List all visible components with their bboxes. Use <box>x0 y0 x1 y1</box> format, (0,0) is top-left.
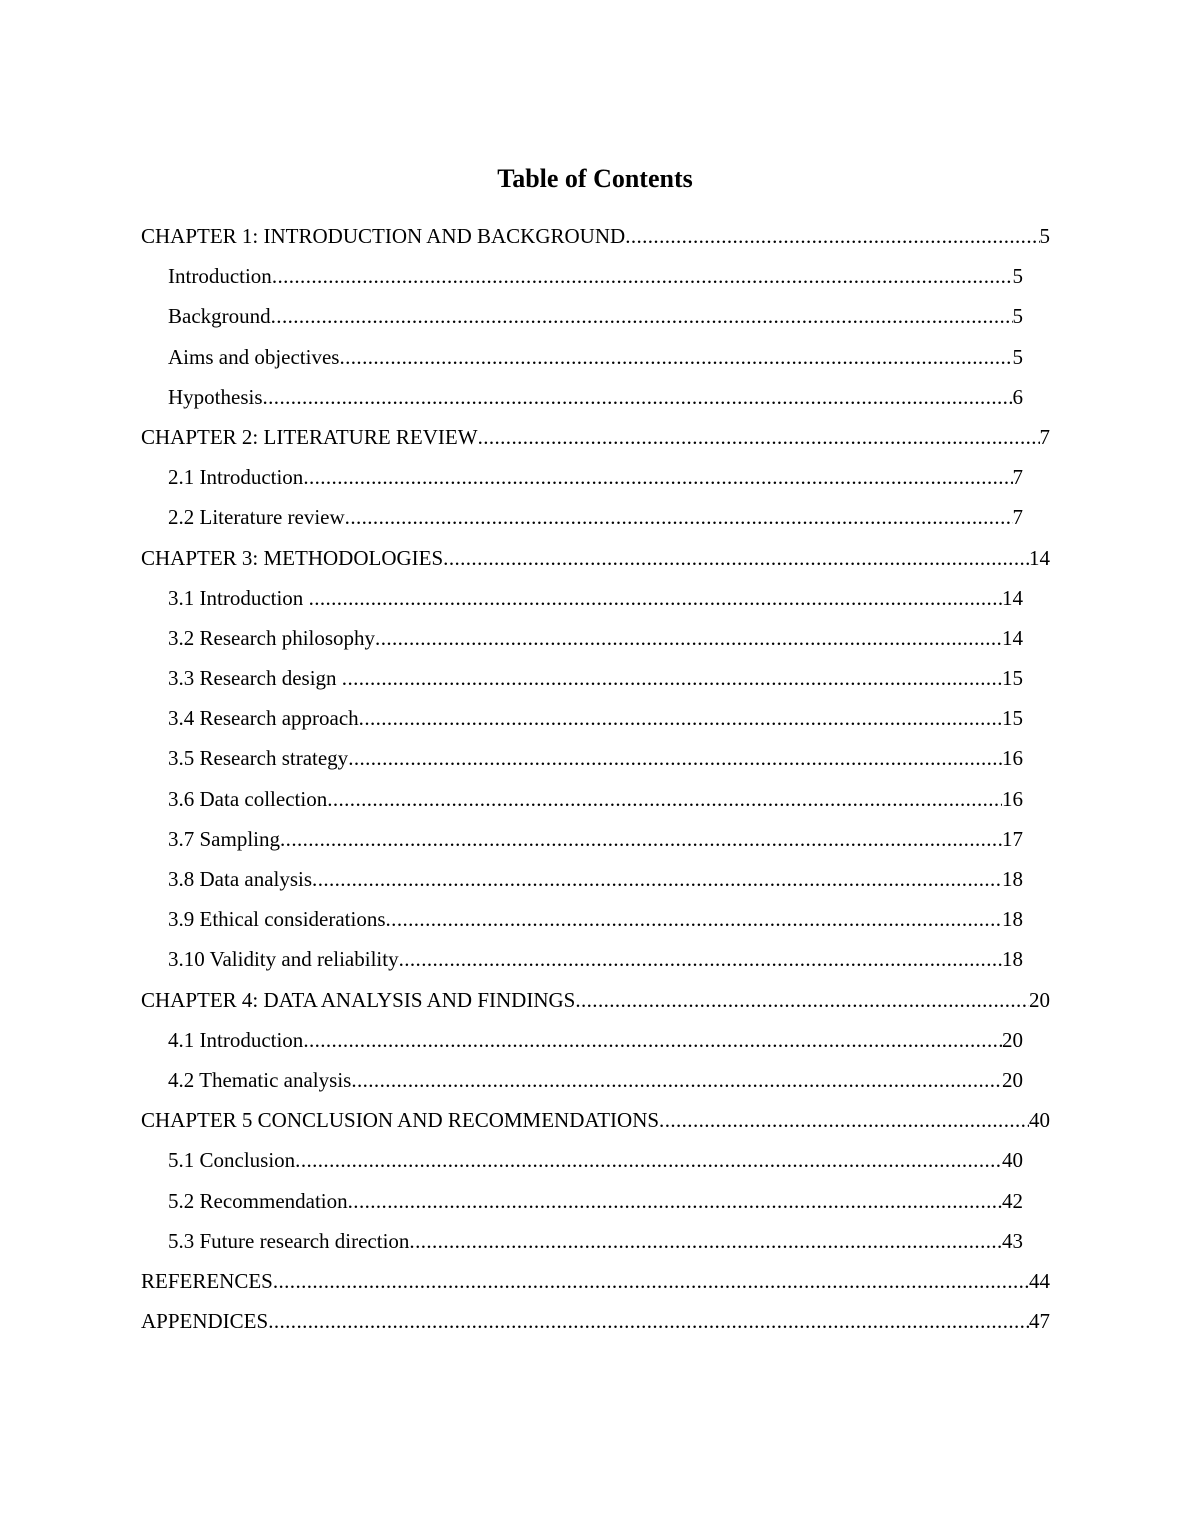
toc-entry-label: 3.7 Sampling <box>168 826 281 851</box>
toc-section-entry[interactable] <box>168 863 1023 903</box>
toc-dot-leader <box>309 582 1002 614</box>
toc-entry-row <box>141 984 1050 1016</box>
toc-entry-label: 3.6 Data collection <box>168 786 328 811</box>
toc-entry-row <box>168 943 1023 975</box>
toc-entry-label: CHAPTER 5 CONCLUSION AND RECOMMENDATIONS <box>141 1108 660 1133</box>
toc-entry-label: CHAPTER 3: METHODOLOGIES <box>141 545 444 570</box>
toc-entry-label: 5.1 Conclusion <box>168 1148 296 1173</box>
toc-page-number: 44 <box>1029 1268 1050 1293</box>
toc-entry-row <box>168 1064 1023 1096</box>
toc-entry-label: 3.3 Research design <box>168 666 342 691</box>
toc-page-number: 40 <box>1002 1148 1023 1173</box>
toc-entry-row <box>168 501 1023 533</box>
toc-dot-leader <box>386 903 1002 935</box>
toc-section-entry[interactable] <box>168 783 1023 823</box>
toc-entry-label: 3.8 Data analysis <box>168 867 313 891</box>
toc-entry-row <box>168 1024 1023 1056</box>
toc-entry-row <box>168 260 1023 292</box>
toc-entry-row <box>168 1225 1023 1257</box>
toc-entry-row <box>168 662 1023 694</box>
toc-page-number: 14 <box>1002 585 1023 610</box>
toc-dot-leader <box>268 1305 1029 1337</box>
toc-dot-leader <box>312 863 1002 895</box>
toc-section-entry[interactable] <box>168 823 1023 863</box>
toc-entry-label: CHAPTER 4: DATA ANALYSIS AND FINDINGS <box>141 987 576 1012</box>
toc-page-number: 14 <box>1002 625 1023 650</box>
toc-entry-label: 2.2 Literature review <box>168 505 345 530</box>
toc-page-number: 5 <box>1012 344 1023 369</box>
toc-page-number: 7 <box>1012 465 1023 490</box>
toc-dot-leader <box>303 1024 1002 1056</box>
toc-page-number: 43 <box>1002 1228 1023 1253</box>
toc-section-entry[interactable] <box>168 582 1023 622</box>
toc-entry-row <box>168 300 1023 332</box>
toc-page-number: 6 <box>1012 384 1023 409</box>
toc-entry-row <box>168 461 1023 493</box>
toc-entry-row <box>168 863 1023 895</box>
toc-entry-row <box>168 903 1023 935</box>
toc-entry-label: 3.5 Research strategy <box>168 746 349 771</box>
toc-entry-row <box>168 582 1023 614</box>
toc-entry-row <box>168 742 1023 774</box>
toc-dot-leader <box>327 783 1002 815</box>
toc-section-entry[interactable] <box>168 1185 1023 1225</box>
toc-page-number: 7 <box>1039 424 1050 449</box>
toc-dot-leader <box>271 300 1013 332</box>
toc-entry-label: CHAPTER 2: LITERATURE REVIEW <box>141 424 478 449</box>
toc-entry-label: REFERENCES <box>141 1268 273 1293</box>
toc-entry-label: 5.3 Future research direction <box>168 1228 410 1253</box>
toc-dot-leader <box>295 1144 1002 1176</box>
toc-section-entry[interactable] <box>168 1225 1023 1265</box>
toc-section-entry[interactable] <box>168 622 1023 662</box>
toc-entry-label: Background <box>168 304 271 329</box>
toc-entry-label: Hypothesis <box>168 384 263 409</box>
toc-entry-row <box>168 381 1023 413</box>
toc-section-entry[interactable] <box>168 1144 1023 1184</box>
toc-dot-leader <box>478 421 1040 453</box>
toc-entry-label: 3.1 Introduction <box>168 585 309 610</box>
toc-entry-label: 5.2 Recommendation <box>168 1188 348 1213</box>
toc-section-entry[interactable] <box>168 903 1023 943</box>
toc-dot-leader <box>399 943 1002 975</box>
toc-entry-label: 4.1 Introduction <box>168 1027 304 1052</box>
toc-dot-leader <box>409 1225 1002 1257</box>
toc-section-entry[interactable] <box>168 381 1023 421</box>
toc-entry-row <box>168 702 1023 734</box>
toc-page-number: 40 <box>1029 1108 1050 1133</box>
toc-page-number: 16 <box>1002 746 1023 771</box>
toc-page-number: 18 <box>1002 947 1023 972</box>
toc-section-entry[interactable] <box>168 341 1023 381</box>
toc-page-number: 20 <box>1002 1067 1023 1092</box>
toc-page-number: 20 <box>1029 987 1050 1012</box>
toc-dot-leader <box>375 622 1002 654</box>
toc-dot-leader <box>625 220 1039 252</box>
toc-entry-row <box>141 1305 1050 1337</box>
toc-page-number: 15 <box>1002 706 1023 731</box>
toc-section-entry[interactable] <box>168 1064 1023 1104</box>
toc-section-entry[interactable] <box>168 300 1023 340</box>
toc-entry-row <box>141 220 1050 252</box>
toc-dot-leader <box>339 341 1012 373</box>
toc-dot-leader <box>303 461 1012 493</box>
toc-section-entry[interactable] <box>168 742 1023 782</box>
toc-page-number: 14 <box>1029 545 1050 570</box>
toc-entry-label: Introduction <box>168 264 272 289</box>
toc-entry-row <box>168 622 1023 654</box>
toc-chapter-entry[interactable] <box>141 984 1050 1024</box>
toc-page-number: 7 <box>1012 505 1023 530</box>
toc-section-entry[interactable] <box>168 702 1023 742</box>
toc-page-number: 20 <box>1002 1027 1023 1052</box>
toc-entry-label: CHAPTER 1: INTRODUCTION AND BACKGROUND <box>141 224 626 248</box>
toc-entry-label: 3.2 Research philosophy <box>168 625 376 650</box>
toc-list <box>0 220 1190 1345</box>
toc-chapter-entry[interactable] <box>141 421 1050 461</box>
toc-dot-leader <box>263 381 1013 413</box>
toc-chapter-entry[interactable] <box>141 1265 1050 1305</box>
toc-dot-leader <box>273 1265 1029 1297</box>
page-title: Table of Contents <box>497 164 693 193</box>
toc-section-entry[interactable] <box>168 501 1023 541</box>
toc-entry-label: 3.10 Validity and reliability <box>168 947 399 972</box>
toc-page-number: 18 <box>1002 907 1023 932</box>
toc-section-entry[interactable] <box>168 943 1023 983</box>
toc-dot-leader <box>359 702 1002 734</box>
toc-dot-leader <box>348 1185 1002 1217</box>
toc-entry-row <box>168 1144 1023 1176</box>
toc-dot-leader <box>348 742 1002 774</box>
toc-dot-leader <box>342 662 1002 694</box>
toc-chapter-entry[interactable] <box>141 1104 1050 1144</box>
toc-entry-label: Aims and objectives <box>168 344 340 369</box>
toc-page-number: 15 <box>1002 666 1023 691</box>
toc-entry-label: 4.2 Thematic analysis <box>168 1067 352 1092</box>
toc-entry-row <box>141 542 1050 574</box>
toc-dot-leader <box>443 542 1029 574</box>
toc-entry-row <box>141 1265 1050 1297</box>
toc-entry-label: APPENDICES <box>141 1309 269 1334</box>
toc-chapter-entry[interactable] <box>141 220 1050 260</box>
toc-entry-row <box>168 783 1023 815</box>
toc-page-number: 42 <box>1002 1188 1023 1213</box>
toc-dot-leader <box>280 823 1002 855</box>
toc-page-number: 16 <box>1002 786 1023 811</box>
toc-page-number: 18 <box>1002 867 1023 891</box>
toc-page-number: 5 <box>1039 224 1050 248</box>
toc-entry-label: 3.9 Ethical considerations <box>168 907 386 932</box>
toc-page-number: 47 <box>1029 1309 1050 1334</box>
toc-page-number: 5 <box>1012 264 1023 289</box>
toc-section-entry[interactable] <box>168 260 1023 300</box>
toc-chapter-entry[interactable] <box>141 1305 1050 1345</box>
toc-entry-label: 2.1 Introduction <box>168 465 304 490</box>
toc-entry-row <box>168 823 1023 855</box>
toc-section-entry[interactable] <box>168 461 1023 501</box>
toc-entry-row <box>141 1104 1050 1136</box>
toc-section-entry[interactable] <box>168 1024 1023 1064</box>
toc-section-entry[interactable] <box>168 662 1023 702</box>
toc-chapter-entry[interactable] <box>141 542 1050 582</box>
toc-page-number: 17 <box>1002 826 1023 851</box>
toc-entry-row <box>168 341 1023 373</box>
toc-dot-leader <box>351 1064 1002 1096</box>
toc-dot-leader <box>345 501 1013 533</box>
toc-dot-leader <box>659 1104 1029 1136</box>
toc-dot-leader <box>272 260 1013 292</box>
toc-entry-label: 3.4 Research approach <box>168 706 359 731</box>
toc-dot-leader <box>575 984 1029 1016</box>
toc-entry-row <box>141 421 1050 453</box>
toc-entry-row <box>168 1185 1023 1217</box>
toc-page-number: 5 <box>1012 304 1023 329</box>
